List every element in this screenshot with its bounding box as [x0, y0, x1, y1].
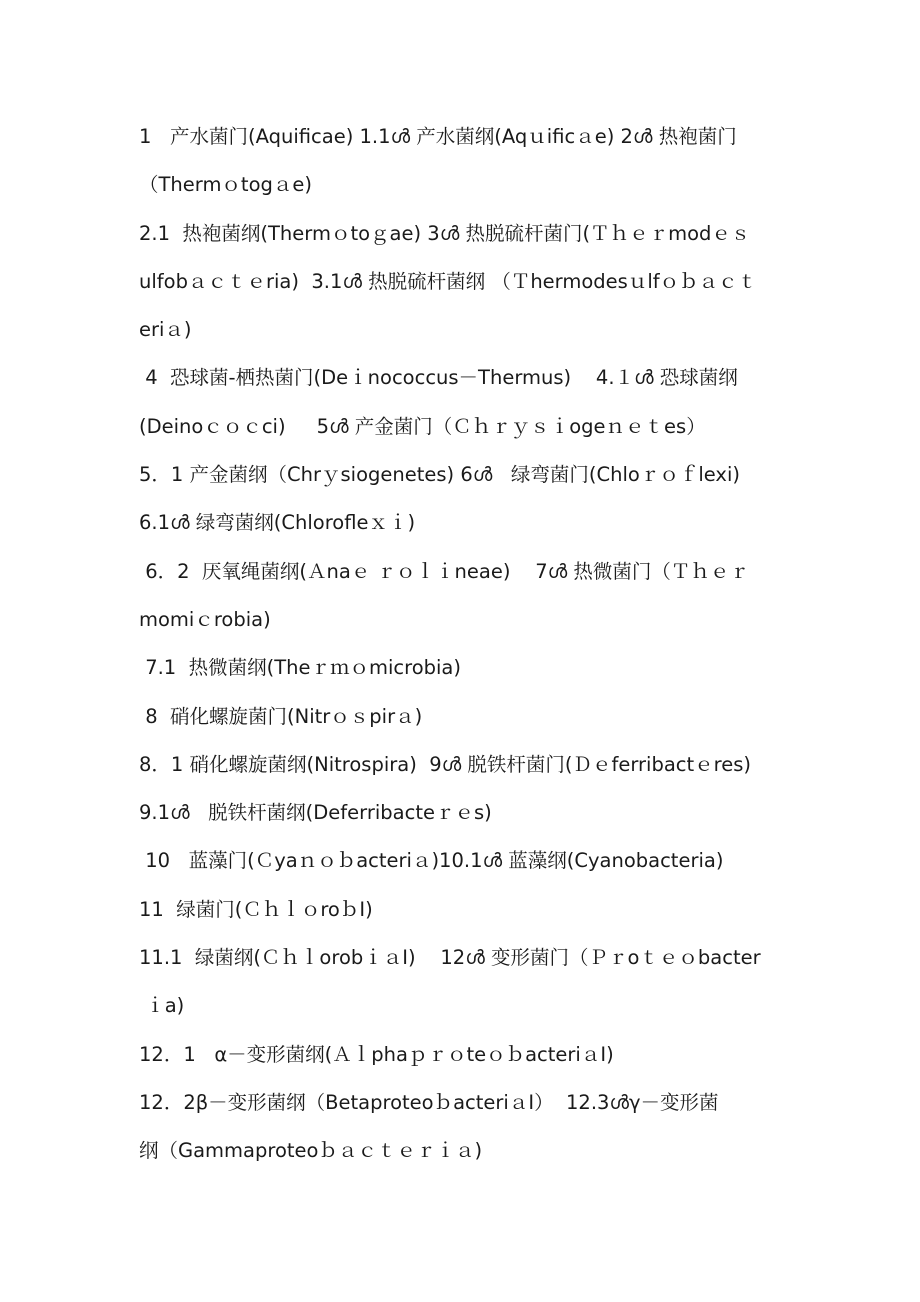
text-line: 12．1 α－变形菌纲(ＡｌphaｐｒｏteｏｂacteriａI) [139, 1042, 614, 1066]
text-line: eriａ) [139, 318, 192, 342]
text-line: 纲（Gammaproteoｂａｃｔｅｒｉａ) [139, 1139, 483, 1163]
text-line: 11 绿菌门(ＣｈｌｏroｂI) [139, 897, 373, 921]
text-line: 7.1 热微菌纲(Theｒｍｏmicrobia) [139, 656, 461, 680]
text-line: 11.1 绿菌纲(ＣｈｌorobｉａI) 12ൾ 变形菌门（Ｐｒoｔｅｏbacter [139, 946, 761, 970]
text-line: 10 蓝藻门(Ｃyaｎｏｂacteriａ)10.1ൾ 蓝藻纲(Cyanobacteria) [139, 849, 724, 873]
text-line: 2.1 热袍菌纲(Thermｏtoｇae) 3ൾ 热脱硫杆菌门(Ｔｈｅｒmodｅｓ [139, 221, 751, 245]
text-line: 9.1ൾ 脱铁杆菌纲(Deferribacteｒｅs) [139, 801, 492, 825]
text-line: 12．2β－变形菌纲（BetaproteoｂacteriａI） 12.3ൾγ－变形菌 [139, 1090, 719, 1114]
text-line: 6.1ൾ 绿弯菌纲(Chlorofleｘｉ) [139, 511, 416, 535]
text-line: 4 恐球菌-栖热菌门(Deｉnococcus－Thermus) 4.１ൾ 恐球菌纲 [139, 366, 738, 390]
text-line: 6．2 厌氧绳菌纲(Ａnaｅ ｒｏｌｉneae) 7ൾ 热微菌门（Ｔｈｅｒ [139, 559, 749, 583]
text-line: ulfobａｃｔｅria) 3.1ൾ 热脱硫杆菌纲 （Ｔhermodesｕlfｏｂａｃｔ [139, 269, 758, 293]
text-line: 8 硝化螺旋菌门(Nitrｏｓpirａ) [139, 704, 423, 728]
text-line: momiｃrobia) [139, 607, 271, 631]
document-body [139, 113, 799, 1176]
text-line: 5．1 产金菌纲（Chrｙsiogenetes) 6ൾ 绿弯菌门(Chloｒｏｆlexi) [139, 463, 740, 487]
text-line: 8．1 硝化螺旋菌纲(Nitrospira) 9ൾ 脱铁杆菌门(Ｄｅferribactｅres) [139, 752, 752, 776]
text-line: 1 产水菌门(Aquificae) 1.1ൾ 产水菌纲(Aqｕificａe) 2ൾ 热袍菌门 [139, 125, 737, 148]
text-line: ｉa) [139, 994, 185, 1018]
text-line: (Deinoｃｏｃci) 5ൾ 产金菌门（Ｃｈｒｙｓｉogeｎｅｔes） [139, 414, 706, 438]
text-line: （Thermｏtogａe) [139, 173, 312, 197]
